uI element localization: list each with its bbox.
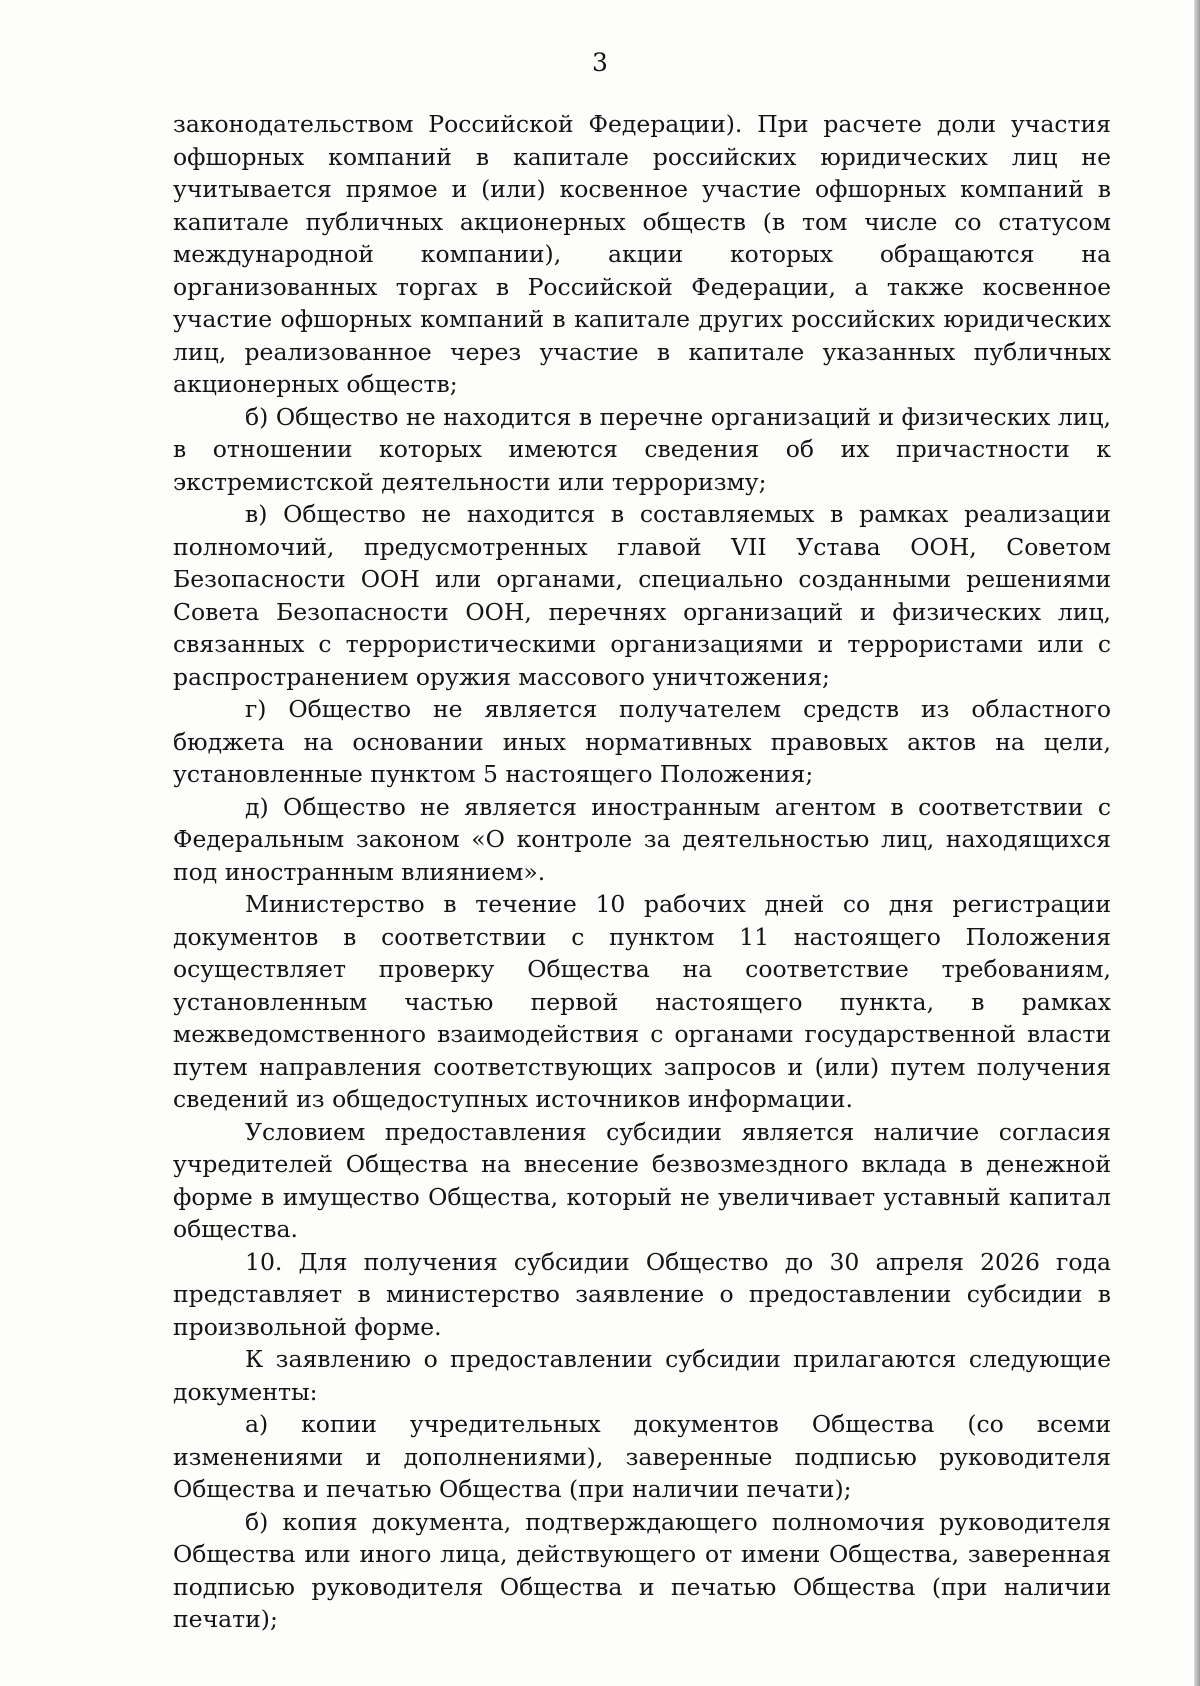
paragraph-attachment-b: б) копия документа, подтверждающего полномочия руководителя Общества или иного лица, действующего от имени Общества, заверенная подписью руководителя Общества и печатью Общества (при наличии печати);	[173, 1507, 1111, 1633]
document-body	[173, 108, 1111, 1636]
paragraph-item-b: б) Общество не находится в перечне организаций и физических лиц, в отношении которых имеются сведения об их причастности к экстремистской деятельности или терроризму;	[173, 402, 1111, 496]
paragraph-attachments-intro: К заявлению о предоставлении субсидии прилагаются следующие документы:	[173, 1345, 1111, 1406]
paragraph-item-g: г) Общество не является получателем средств из областного бюджета на основании иных нормативных правовых актов на цели, установленные пунктом 5 настоящего Положения;	[173, 695, 1111, 788]
paragraph-ministry-check: Министерство в течение 10 рабочих дней со дня регистрации документов в соответствии с пунктом 11 настоящего Положения осуществляет проверку Общества на соответствие требованиям, установленным частью первой настоящего пункта, в рамках межведомственного взаимодействия с органами государственной власти путем направления соответствующих запросов и (или) путем получения сведений из общедоступных источников информации.	[173, 890, 1111, 1113]
paragraph-item-v: в) Общество не находится в составляемых в рамках реализации полномочий, предусмотренных главой VII Устава ООН, Советом Безопасности ООН или органами, специально созданными решениями Совета Безопасности ООН, перечнях организаций и физических лиц, связанных с террористическими организациями и террористами или с распространением оружия массового уничтожения;	[173, 500, 1111, 691]
scan-edge	[1194, 0, 1200, 1686]
paragraph-continuation: законодательством Российской Федерации). При расчете доли участия офшорных компаний в капитале российских юридических лиц не учитывается прямое и (или) косвенное участие офшорных компаний в капитале публичных акционерных обществ (в том числе со статусом международной компании), акции которых обращаются на организованных торгах в Российской Федерации, а также косвенное участие офшорных компаний в капитале других российских юридических лиц, реализованное через участие в капитале указанных публичных акционерных обществ;	[173, 110, 1111, 398]
paragraph-section-10: 10. Для получения субсидии Общество до 30 апреля 2026 года представляет в министерство заявление о предоставлении субсидии в произвольной форме.	[173, 1247, 1111, 1341]
paragraph-attachment-a: а) копии учредительных документов Общества (со всеми изменениями и дополнениями), заверенные подписью руководителя Общества и печатью Общества (при наличии печати);	[173, 1410, 1111, 1503]
page-number: 3	[592, 48, 608, 77]
paragraph-subsidy-condition: Условием предоставления субсидии является наличие согласия учредителей Общества на внесение безвозмездного вклада в денежной форме в имущество Общества, который не увеличивает уставный капитал общества.	[173, 1117, 1111, 1243]
paragraph-item-d: д) Общество не является иностранным агентом в соответствии с Федеральным законом «О контроле за деятельностью лиц, находящихся под иностранным влиянием».	[173, 792, 1111, 886]
